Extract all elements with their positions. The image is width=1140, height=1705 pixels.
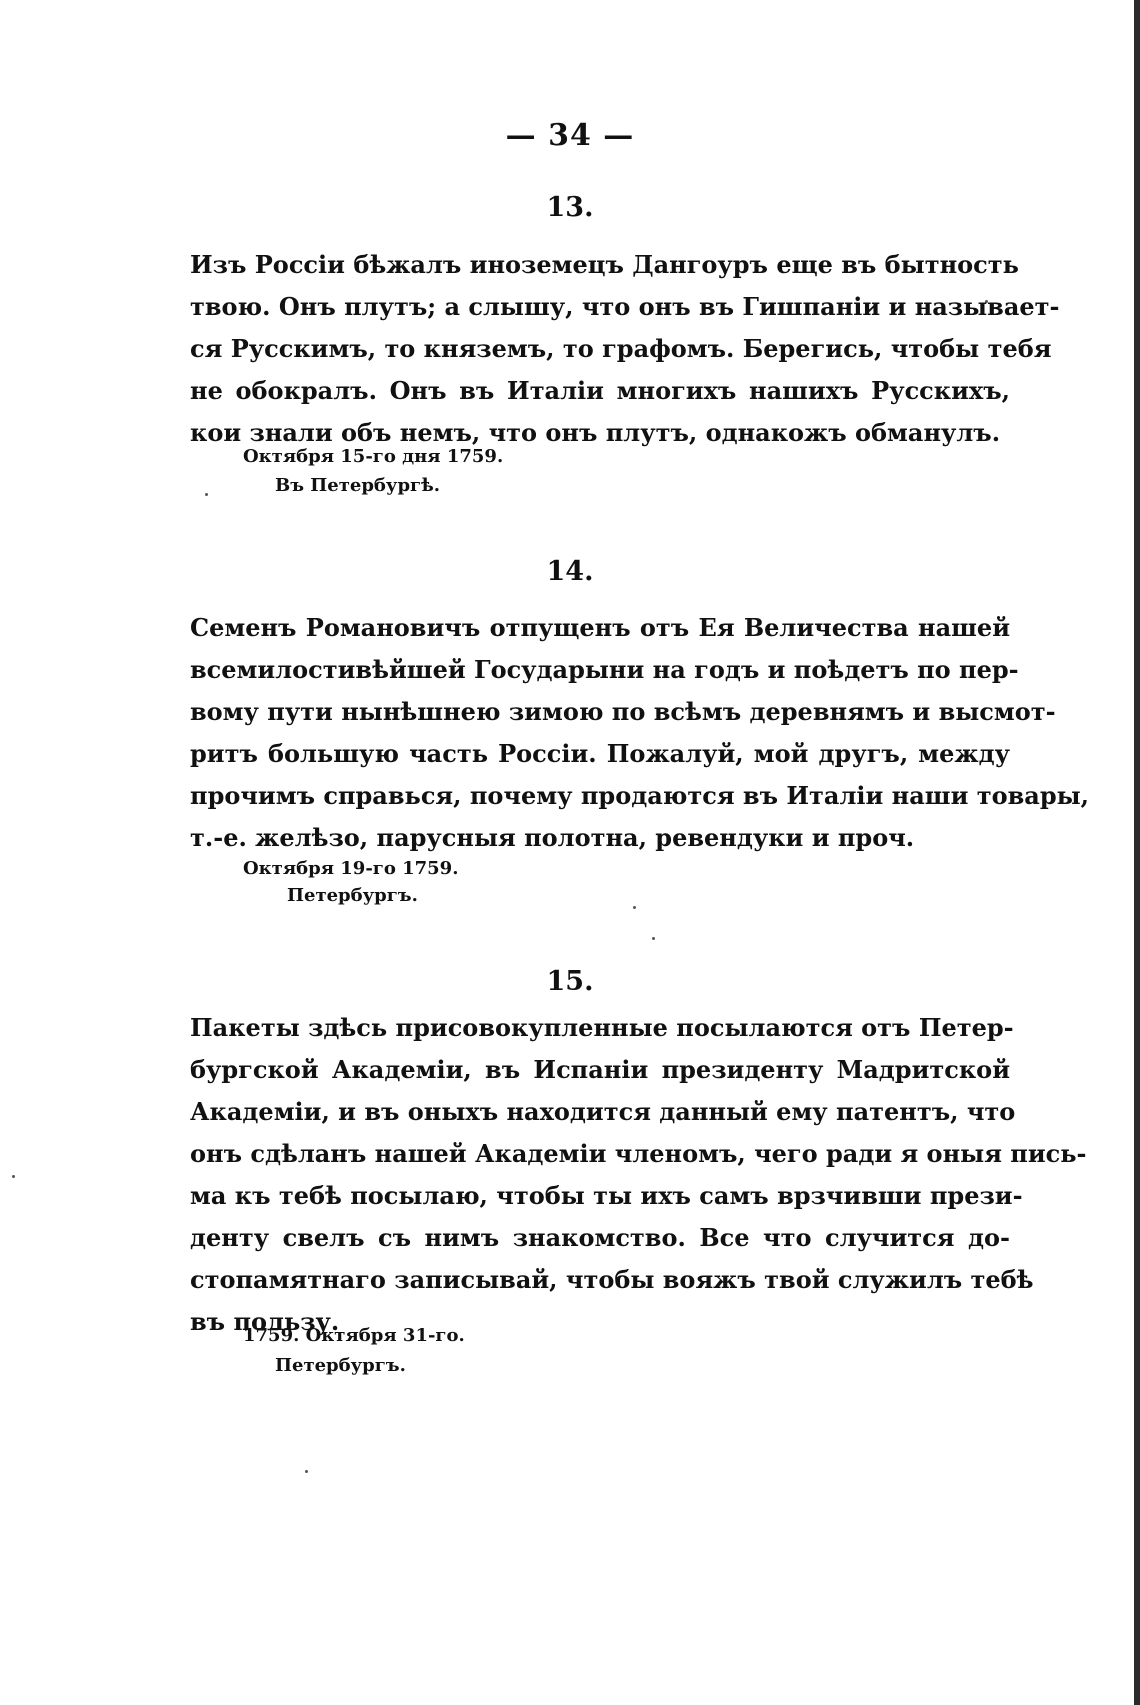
- text-line: ритъ большую часть Россіи. Пожалуй, мой другъ, между: [190, 739, 1010, 768]
- letter-body: [190, 1007, 1087, 1343]
- letter-date: Октября 19-го 1759.: [243, 858, 459, 879]
- text-line: кои знали объ немъ, что онъ плутъ, однакожъ обманулъ.: [190, 418, 1001, 447]
- text-line: т.-е. желѣзо, парусныя полотна, ревендуки и проч.: [190, 823, 915, 852]
- text-line: всемилостивѣйшей Государыни на годъ и поѣдетъ по пер-: [190, 655, 1019, 684]
- text-line: Пакеты здѣсь присовокупленные посылаются отъ Петер-: [190, 1013, 1014, 1042]
- scan-speck: [633, 906, 636, 909]
- letter-place: Въ Петербургѣ.: [275, 475, 440, 496]
- letter-body: [190, 244, 1060, 454]
- letter-body: [190, 607, 1090, 859]
- text-line: Семенъ Романовичъ отпущенъ отъ Ея Величества нашей: [190, 613, 1010, 642]
- text-line: стопамятнаго записывай, чтобы вояжъ твой служилъ тебѣ: [190, 1265, 1034, 1294]
- text-line: Академіи, и въ оныхъ находится данный ему патентъ, что: [190, 1097, 1016, 1126]
- scan-speck: [652, 937, 655, 940]
- text-line: въ пользу.: [190, 1307, 340, 1336]
- letter-number: 15.: [546, 966, 594, 997]
- text-line: Изъ Россіи бѣжалъ иноземецъ Дангоуръ еще въ бытность: [190, 250, 1019, 279]
- letter-place: Петербургъ.: [287, 885, 418, 906]
- letter-number: 14.: [546, 556, 594, 587]
- text-line: вому пути нынѣшнею зимою по всѣмъ деревнямъ и высмот-: [190, 697, 1056, 726]
- text-line: прочимъ справься, почему продаются въ Италіи наши товары,: [190, 781, 1090, 810]
- text-line: ся Русскимъ, то княземъ, то графомъ. Берегись, чтобы тебя: [190, 334, 1052, 363]
- page-right-edge: [1134, 0, 1140, 1705]
- text-line: онъ сдѣланъ нашей Академіи членомъ, чего ради я оныя пись-: [190, 1139, 1087, 1168]
- scan-speck: [205, 493, 208, 496]
- page-number: — 34 —: [505, 118, 635, 153]
- letter-number: 13.: [546, 192, 594, 223]
- scan-speck: [305, 1470, 308, 1473]
- text-line: не обокралъ. Онъ въ Италіи многихъ нашихъ Русскихъ,: [190, 376, 1010, 405]
- letter-date: 1759. Октября 31-го.: [243, 1325, 465, 1346]
- text-line: твою. Онъ плутъ; а слышу, что онъ въ Гишпаніи и называет-: [190, 292, 1060, 321]
- text-line: ма къ тебѣ посылаю, чтобы ты ихъ самъ врзчивши прези-: [190, 1181, 1023, 1210]
- letter-date: Октября 15-го дня 1759.: [243, 446, 504, 467]
- letter-place: Петербургъ.: [275, 1355, 406, 1376]
- scan-speck: [12, 1175, 15, 1178]
- text-line: бургской Академіи, въ Испаніи президенту Мадритской: [190, 1055, 1010, 1084]
- text-line: денту свелъ съ нимъ знакомство. Все что случится до-: [190, 1223, 1010, 1252]
